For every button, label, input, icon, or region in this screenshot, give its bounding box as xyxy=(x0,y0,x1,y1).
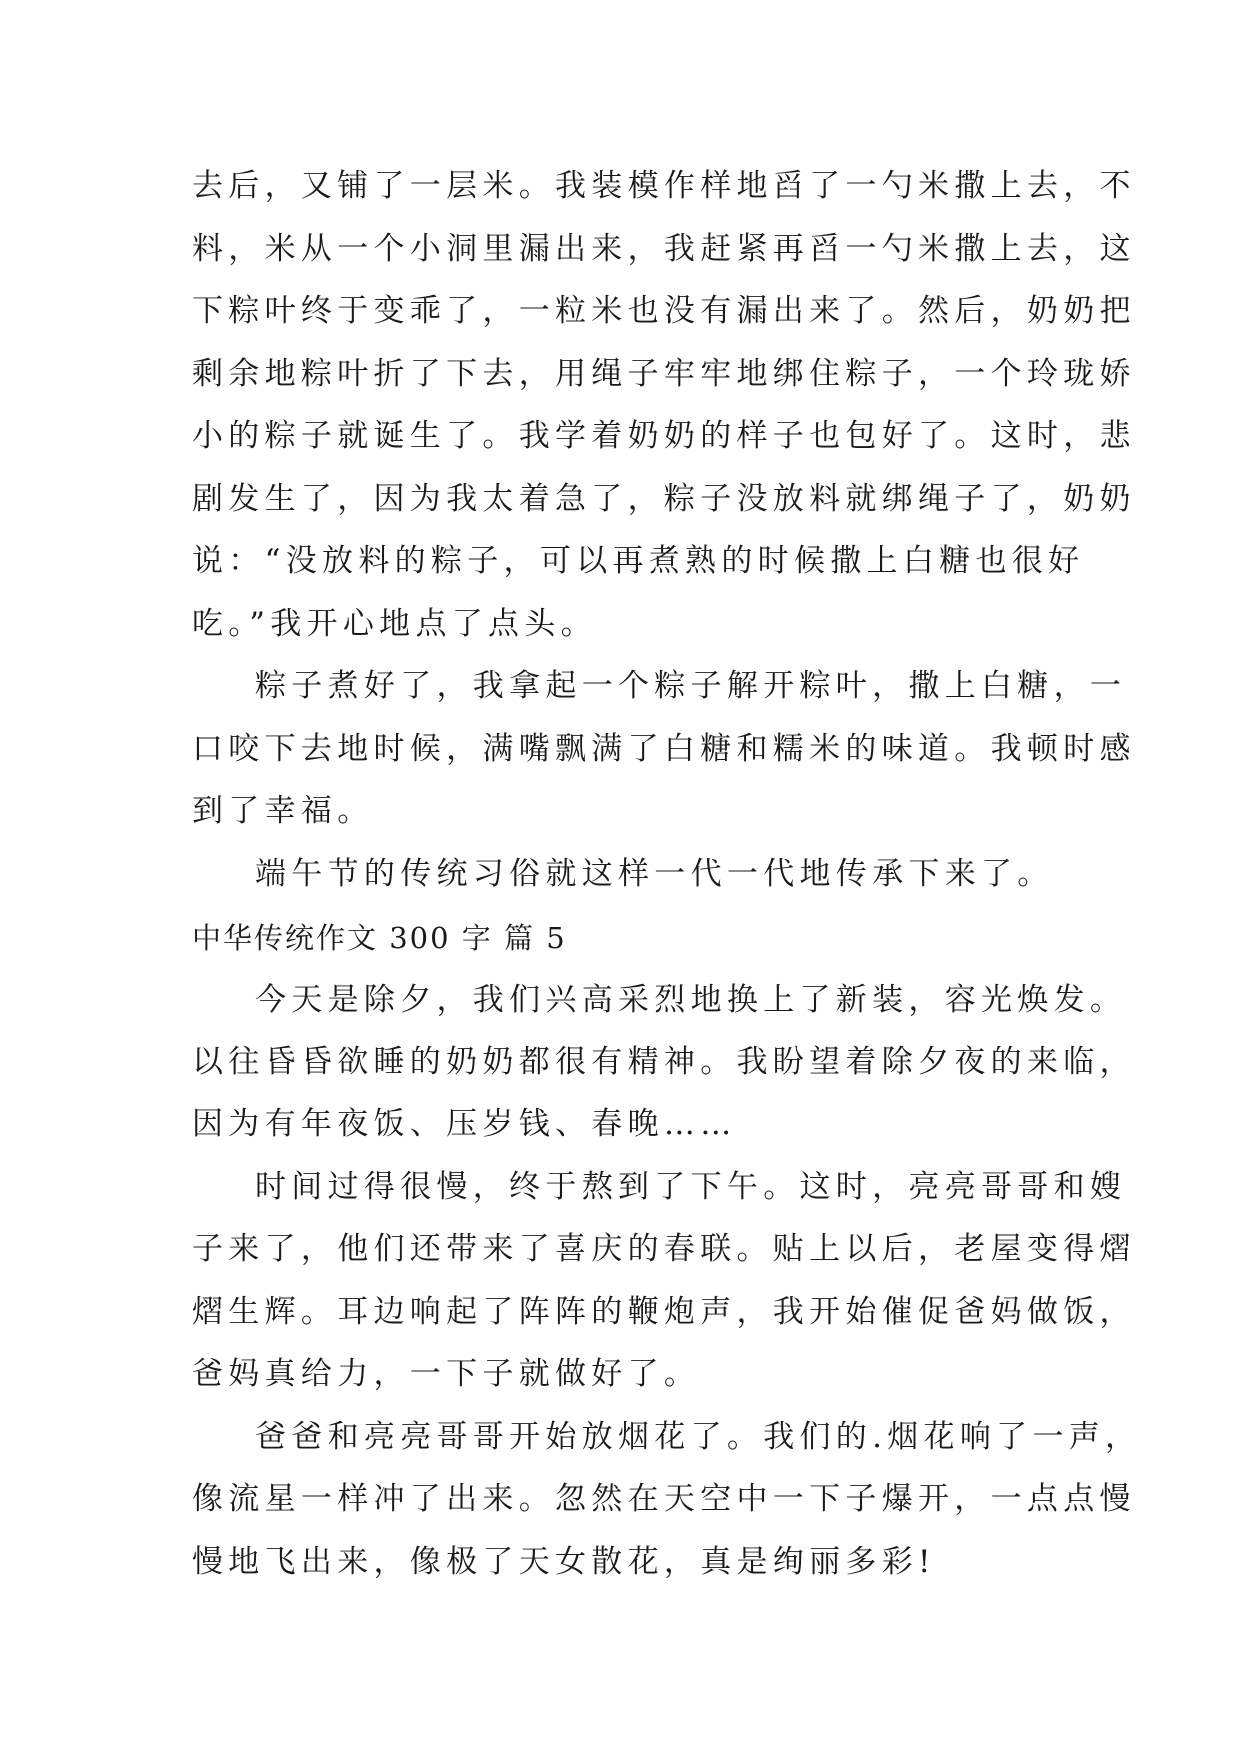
text-line: 到了幸福。 xyxy=(192,793,374,829)
text-line: 小的粽子就诞生了。我学着奶奶的样子也包好了。这时，悲 xyxy=(192,418,1136,454)
text-line: 口咬下去地时候，满嘴飘满了白糖和糯米的味道。我顿时感 xyxy=(192,731,1136,767)
paragraph-start-line: 今天是除夕，我们兴高采烈地换上了新装，容光焕发。 xyxy=(255,982,1127,1018)
paragraph-start-line: 端午节的传统习俗就这样一代一代地传承下来了。 xyxy=(255,856,1054,892)
text-line: 以往昏昏欲睡的奶奶都很有精神。我盼望着除夕夜的来临， xyxy=(192,1044,1136,1080)
text-line: 下粽叶终于变乖了，一粒米也没有漏出来了。然后，奶奶把 xyxy=(192,293,1136,329)
text-line: 爸妈真给力，一下子就做好了。 xyxy=(192,1356,701,1392)
text-line: 子来了，他们还带来了喜庆的春联。贴上以后，老屋变得熠 xyxy=(192,1231,1136,1267)
text-line: 料，米从一个小洞里漏出来，我赶紧再舀一勺米撒上去，这 xyxy=(192,231,1136,267)
text-line: 剧发生了，因为我太着急了，粽子没放料就绑绳子了，奶奶 xyxy=(192,481,1136,517)
paragraph-start-line: 爸爸和亮亮哥哥开始放烟花了。我们的.烟花响了一声， xyxy=(255,1419,1142,1455)
text-line: 慢地飞出来，像极了天女散花，真是绚丽多彩! xyxy=(192,1544,936,1580)
text-line: 像流星一样冲了出来。忽然在天空中一下子爆开，一点点慢 xyxy=(192,1481,1136,1517)
text-line: 说：“没放料的粽子，可以再煮熟的时候撒上白糖也很好 xyxy=(192,543,1085,579)
paragraph-start-line: 粽子煮好了，我拿起一个粽子解开粽叶，撒上白糖，一 xyxy=(255,668,1127,704)
paragraph-start-line: 时间过得很慢，终于熬到了下午。这时，亮亮哥哥和嫂 xyxy=(255,1169,1127,1205)
text-line: 熠生辉。耳边响起了阵阵的鞭炮声，我开始催促爸妈做饭， xyxy=(192,1294,1136,1330)
text-line: 因为有年夜饭、压岁钱、春晚…… xyxy=(192,1106,737,1142)
section-heading: 中华传统作文 300 字 篇 5 xyxy=(192,921,567,955)
text-line: 剩余地粽叶折了下去，用绳子牢牢地绑住粽子，一个玲珑娇 xyxy=(192,356,1136,392)
text-line: 去后，又铺了一层米。我装模作样地舀了一勺米撒上去，不 xyxy=(192,168,1136,204)
text-line: 吃。”我开心地点了点头。 xyxy=(192,606,597,642)
